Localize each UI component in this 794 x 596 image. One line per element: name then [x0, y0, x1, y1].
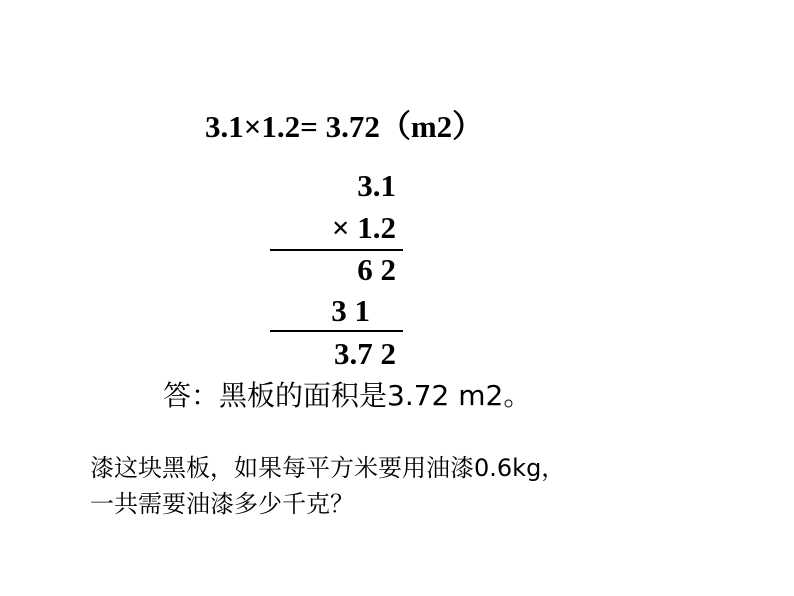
calc-product: 3.7 2 — [334, 336, 396, 371]
multiplication-equation: 3.1×1.2= 3.72（m2） — [205, 109, 484, 144]
calc-partial-product-1: 6 2 — [357, 252, 396, 287]
calc-divider-line-1 — [270, 249, 403, 251]
calc-multiplicand: 3.1 — [357, 168, 396, 203]
question-text-line-2: 一共需要油漆多少千克？ — [90, 490, 354, 518]
question-text-line-1: 漆这块黑板，如果每平方米要用油漆0.6kg， — [90, 454, 566, 482]
calc-partial-product-2: 3 1 — [331, 293, 370, 328]
calc-divider-line-2 — [270, 330, 403, 332]
answer-text: 答：黑板的面积是3.72 m2。 — [163, 379, 532, 412]
calc-multiplier: × 1.2 — [331, 210, 396, 245]
